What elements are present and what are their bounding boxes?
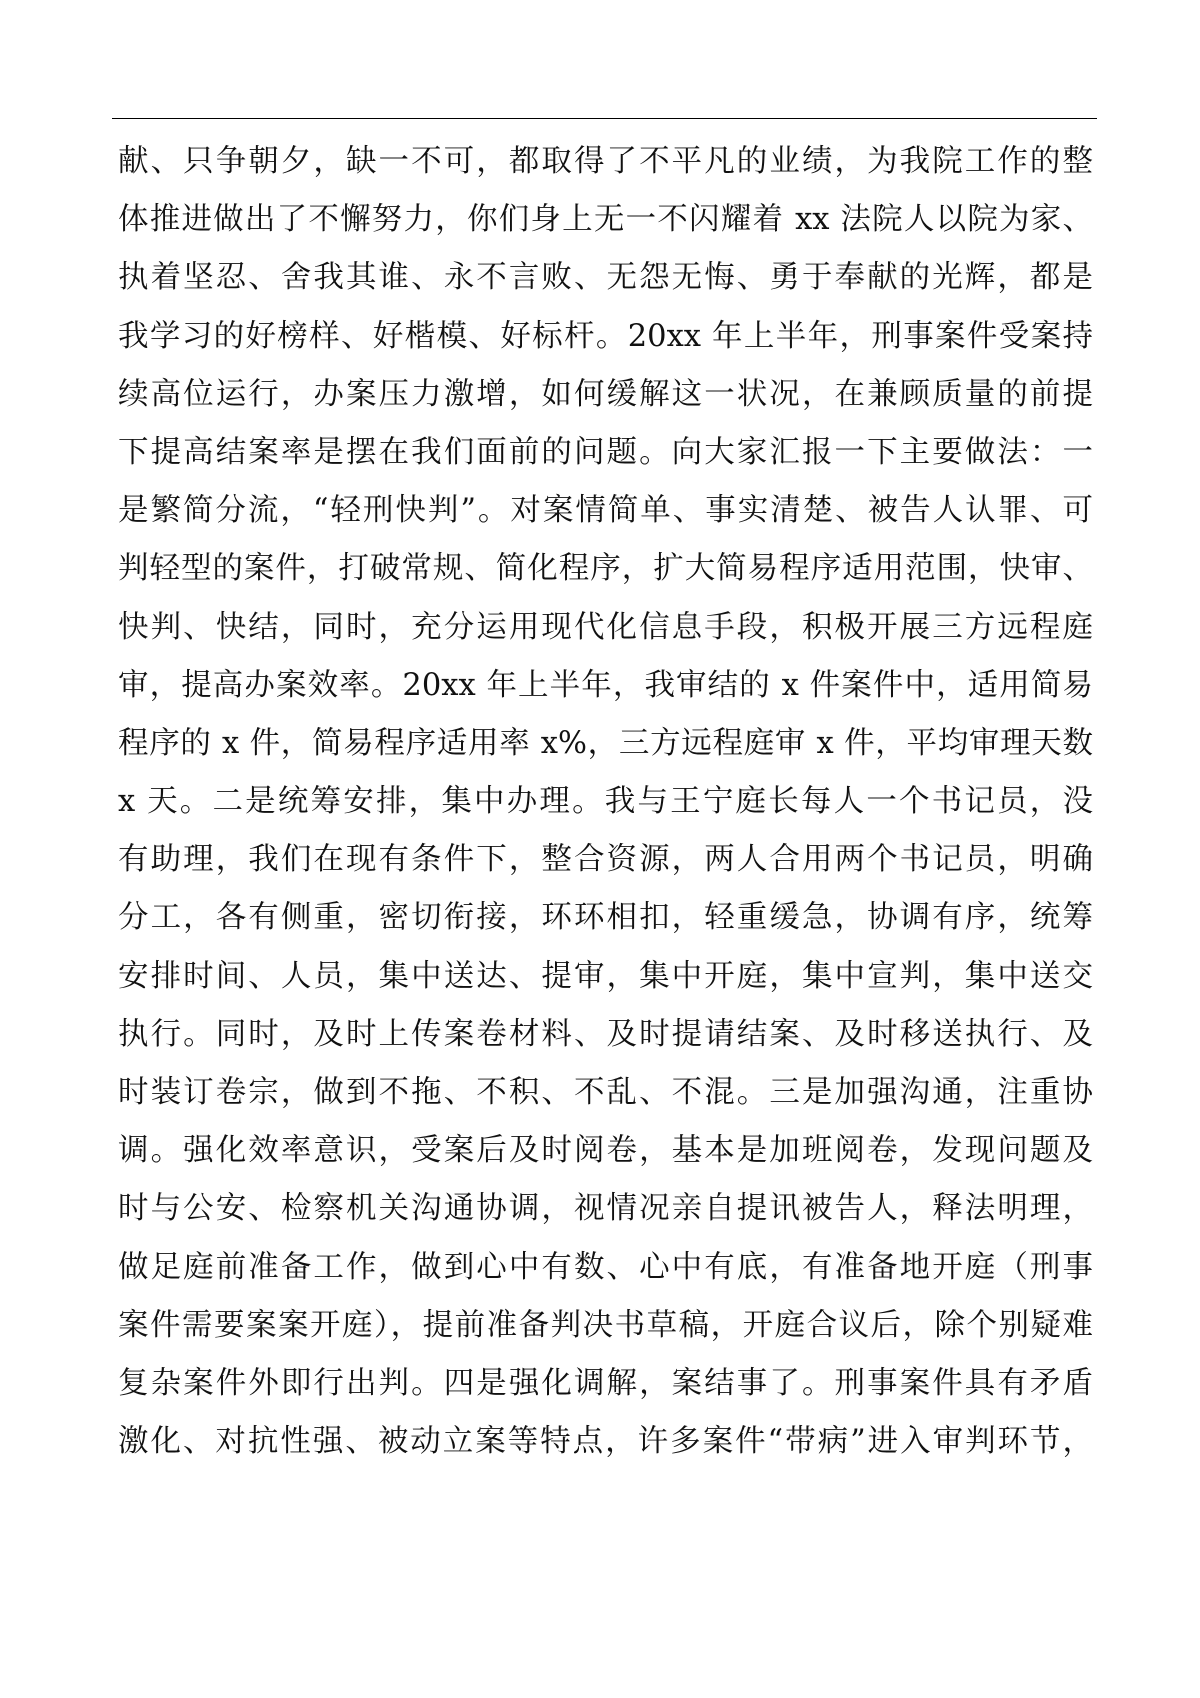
text-line: 我学习的好榜样、好楷模、好标杆。20xx 年上半年，刑事案件受案持 (118, 318, 1093, 354)
text-line: 是繁简分流，“轻刑快判”。对案情简单、事实清楚、被告人认罪、可 (118, 493, 1093, 529)
text-line: 做足庭前准备工作，做到心中有数、心中有底，有准备地开庭（刑事 (118, 1249, 1093, 1285)
text-line: 快判、快结，同时，充分运用现代化信息手段，积极开展三方远程庭 (118, 609, 1093, 645)
text-line: 判轻型的案件，打破常规、简化程序，扩大简易程序适用范围，快审、 (118, 551, 1093, 587)
text-line: 时与公安、检察机关沟通协调，视情况亲自提讯被告人，释法明理， (118, 1191, 1093, 1227)
text-line: 执着坚忍、舍我其谁、永不言败、无怨无悔、勇于奉献的光辉，都是 (118, 260, 1093, 296)
text-line: 程序的 x 件，简易程序适用率 x%，三方远程庭审 x 件，平均审理天数 (118, 725, 1093, 761)
body-paragraph (118, 133, 1093, 1471)
text-line: 下提高结案率是摆在我们面前的问题。向大家汇报一下主要做法：一 (118, 434, 1093, 470)
text-line: 复杂案件外即行出判。四是强化调解，案结事了。刑事案件具有矛盾 (118, 1365, 1093, 1401)
text-line: 执行。同时，及时上传案卷材料、及时提请结案、及时移送执行、及 (118, 1016, 1093, 1052)
text-line: 案件需要案案开庭），提前准备判决书草稿，开庭合议后，除个别疑难 (118, 1307, 1093, 1343)
header-rule (112, 118, 1097, 119)
text-line: 献、只争朝夕，缺一不可，都取得了不平凡的业绩，为我院工作的整 (118, 144, 1093, 179)
text-line: 续高位运行，办案压力激增，如何缓解这一状况，在兼顾质量的前提 (118, 376, 1093, 412)
text-line: 激化、对抗性强、被动立案等特点，许多案件“带病”进入审判环节， (118, 1424, 1093, 1460)
text-line: 时装订卷宗，做到不拖、不积、不乱、不混。三是加强沟通，注重协 (118, 1075, 1093, 1110)
text-line: 体推进做出了不懈努力，你们身上无一不闪耀着 xx 法院人以院为家、 (118, 202, 1093, 238)
text-line: 安排时间、人员，集中送达、提审，集中开庭，集中宣判，集中送交 (118, 958, 1093, 994)
text-line: 审，提高办案效率。20xx 年上半年，我审结的 x 件案件中，适用简易 (118, 667, 1093, 703)
text-line: 调。强化效率意识，受案后及时阅卷，基本是加班阅卷，发现问题及 (118, 1133, 1093, 1169)
text-line: 分工，各有侧重，密切衔接，环环相扣，轻重缓急，协调有序，统筹 (118, 900, 1093, 936)
text-line: x 天。二是统筹安排，集中办理。我与王宁庭长每人一个书记员，没 (118, 784, 1093, 820)
text-line: 有助理，我们在现有条件下，整合资源，两人合用两个书记员，明确 (118, 842, 1093, 878)
